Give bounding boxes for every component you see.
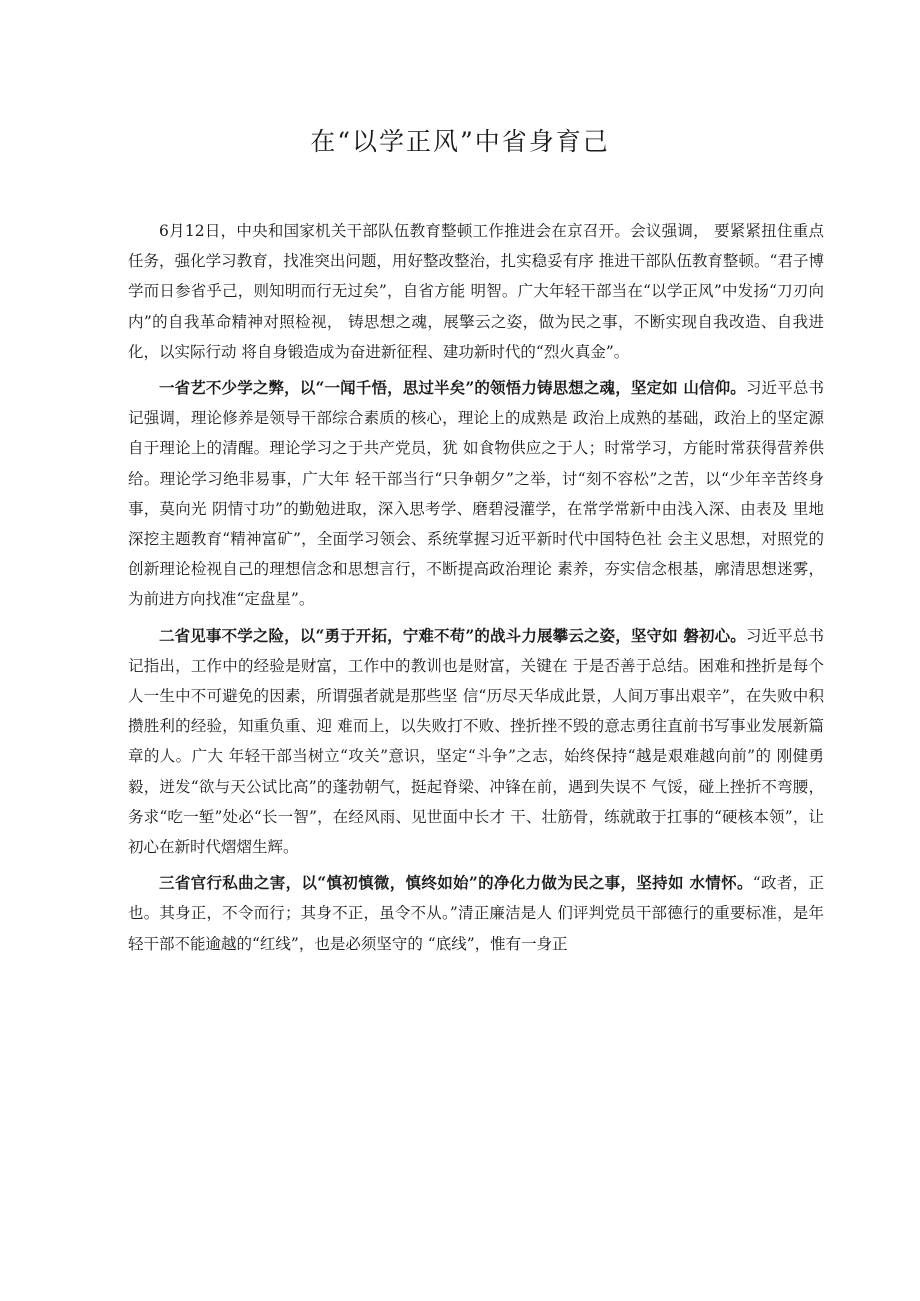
document-title: 在“以学正风”中省身育己	[310, 127, 610, 156]
paragraph-body-2: 习近平总书记指出，工作中的经验是财富，工作中的教训也是财富，关键在 于是否善于总结。困难和挫折是每个人一生中不可避免的因素，所谓强者就是那些坚 信“历尽天华成此景，人间万事出艰辛”，在失败中积攒胜利的经验，知重负重、迎 难而上，以失败打不败、挫折挫不毁的意志勇往直前书写事业发展新篇章的人。广大 年轻干部当树立“攻关”意识，坚定“斗争”之志，始终保持“越是艰难越向前”的 刚健勇毅，迸发“欲与天公试比高”的蓬勃朝气，挺起脊梁、冲锋在前，遇到失误不 气馁，碰上挫折不弯腰，务求“吃一堑”处必“长一智”，在经风雨、见世面中长才 干、壮筋骨，练就敢于扛事的“硬核本领”，让初心在新时代熠熠生辉。	[128, 626, 824, 857]
paragraph-body-3: “政者，正也。其身正，不令而行；其身不正，虽令不从。”清正廉洁是人 们评判党员干部德行的重要标准，是年轻干部不能逾越的“红线”，也是必须坚守的 “底线”，惟有一身正	[128, 874, 824, 953]
paragraph-intro: 6月12日，中央和国家机关干部队伍教育整顿工作推进会在京召开。会议强调， 要紧紧扭住重点任务，强化学习教育，找准突出问题，用好整改整治，扎实稳妥有序 推进干部队伍教育整顿。“君子博学而日参省乎己，则知明而行无过矣”，自省方能 明智。广大年轻干部当在“以学正风”中发扬“刀刃向内”的自我革命精神对照检视， 铸思想之魂，展擎云之姿，做为民之事，不断实现自我改造、自我进化，以实际行动 将自身锻造成为奋进新征程、建功新时代的“烈火真金”。	[128, 222, 824, 361]
heading-1-text: 一省艺不少学之弊，以“一闻千悟，思过半矣”的领悟力铸思想之魂，坚定如 山信仰。	[159, 378, 746, 398]
heading-2-text: 二省见事不学之险，以“勇于开拓，宁难不苟”的战斗力展攀云之姿，坚守如 磐初心。	[159, 625, 746, 645]
paragraph-heading-2	[128, 621, 824, 863]
document-body	[128, 216, 824, 965]
paragraph-body-1: 习近平总书记强调，理论修养是领导干部综合素质的核心，理论上的成熟是 政治上成熟的基础，政治上的坚定源自于理论上的清醒。理论学习之于共产党员，犹 如食物供应之于人；时常学习，方能时常获得营养供给。理论学习绝非易事，广大年 轻干部当行“只争朝夕”之举，讨“刻不容松”之苦，以“少年辛苦终身事，莫向光 阴情寸功”的勤勉进取，深入思考学、磨碧浸灌学，在常学常新中由浅入深、由表及 里地深挖主题教育“精神富矿”，全面学习领会、系统掌握习近平新时代中国特色社 会主义思想，对照党的创新理论检视自己的理想信念和思想言行，不断提高政治理论 素养，夯实信念根基，廓清思想迷雾，为前进方向找准“定盘星”。	[128, 379, 824, 609]
heading-3-text: 三省官行私曲之害，以“慎初慎微，慎终如始”的净化力做为民之事，坚持如 水情怀。	[159, 873, 753, 893]
paragraph-heading-3	[128, 868, 824, 959]
paragraph-heading-1	[128, 373, 824, 615]
